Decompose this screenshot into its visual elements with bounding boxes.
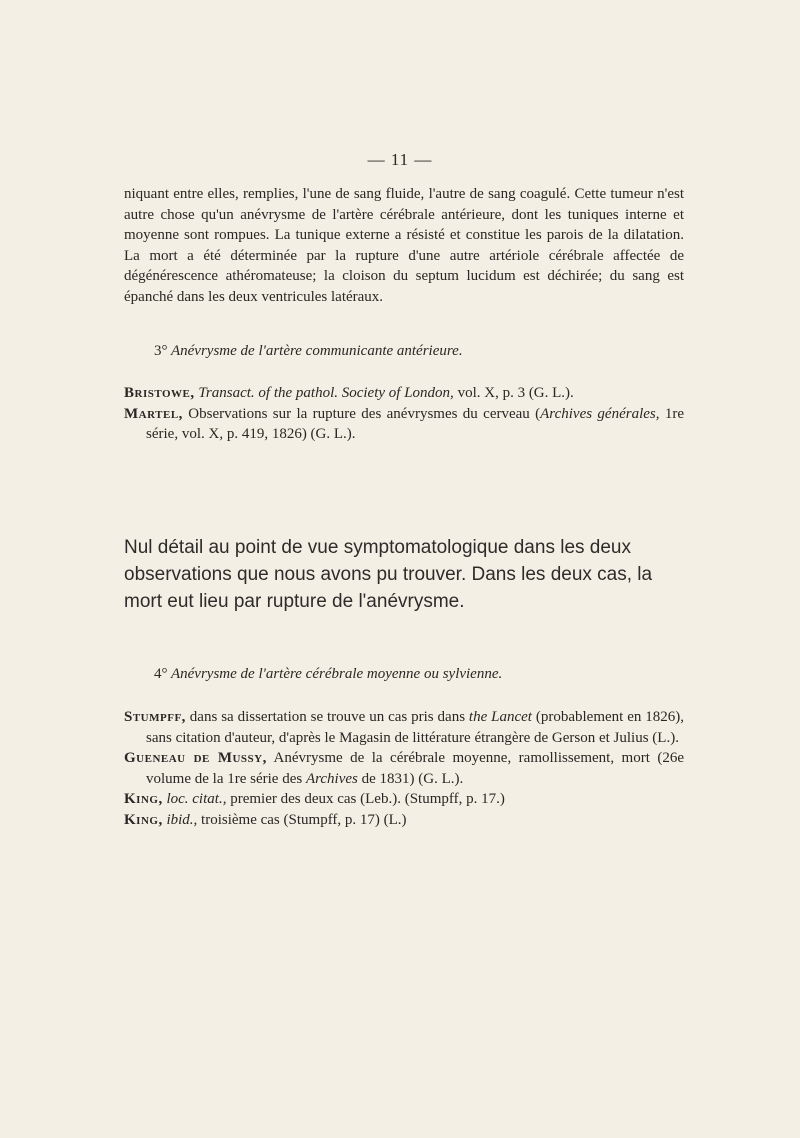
reference-pre: dans sa dissertation se trouve un cas pris dans (185, 709, 469, 725)
reference-item (124, 748, 684, 789)
reference-rest: de 1831) (G. L.). (357, 770, 464, 787)
observation-note: Nul détail au point de vue symptomatologique dans les deux observations que nous avons pu trouver. Dans les deux cas, la mort eut lieu par rupture de l'anévrysme. (124, 537, 653, 612)
references-list-3 (124, 383, 684, 445)
reference-rest: 1re série, vol. X, p. 419, 1826) (G. L.). (146, 405, 684, 442)
section-title: Anévrysme de l'artère communicante antérieure. (170, 343, 463, 359)
reference-item (124, 383, 684, 404)
reference-title: loc. citat., (166, 791, 227, 807)
section-title: Anévrysme de l'artère cérébrale moyenne ou sylvienne. (170, 666, 503, 682)
reference-author: King, (124, 811, 163, 828)
reference-pre: Anévrysme de la cérébrale moyenne, ramollissement, mort (26e volume de la 1re série des (146, 750, 684, 787)
section-number: 3° (154, 343, 168, 359)
reference-item (124, 404, 684, 445)
section-heading-4 (154, 666, 502, 683)
section-number: 4° (154, 666, 168, 682)
reference-rest: vol. X, p. 3 (G. L.). (453, 385, 574, 401)
reference-title: Transact. of the pathol. Society of London, (198, 385, 454, 401)
reference-item (124, 810, 684, 831)
reference-title: ibid., (166, 811, 198, 828)
references-list-4 (124, 707, 684, 830)
reference-item (124, 789, 684, 810)
page-number: — 11 — (367, 150, 433, 169)
reference-author: Martel, (124, 405, 183, 422)
reference-rest: (probablement en 1826), sans citation d'auteur, d'après le Magasin de littérature étrangère de Gerson et Julius (L.). (146, 709, 685, 746)
reference-item (124, 707, 684, 748)
section-heading-3 (154, 343, 463, 360)
reference-rest: premier des deux cas (Leb.). (Stumpff, p. 17.) (226, 791, 505, 807)
reference-title: Archives générales, (540, 405, 660, 422)
reference-rest: troisième cas (Stumpff, p. 17) (L.) (197, 811, 407, 828)
reference-author: Bristowe, (124, 385, 195, 401)
reference-author: Gueneau de Mussy, (124, 750, 267, 766)
reference-author: King, (124, 791, 163, 807)
reference-title: the Lancet (468, 709, 532, 725)
body-paragraph: niquant entre elles, remplies, l'une de sang fluide, l'autre de sang coagulé. Cette tumeur n'est autre chose qu'un anévrysme de l'artère cérébrale antérieure, dont les tuniques interne et moyenne sont rompues. La tunique externe a résisté et constitue les parois de la dilatation. La mort a été déterminée par la rupture d'une autre artériole cérébrale affectée de dégénérescence athéromateuse; la cloison du septum lucidum est déchirée; du sang est épanché dans les deux ventricules latéraux. (124, 186, 684, 305)
reference-author: Stumpff, (124, 709, 186, 725)
reference-pre: Observations sur la rupture des anévrysmes du cerveau ( (182, 405, 541, 422)
reference-title: Archives (305, 770, 358, 787)
